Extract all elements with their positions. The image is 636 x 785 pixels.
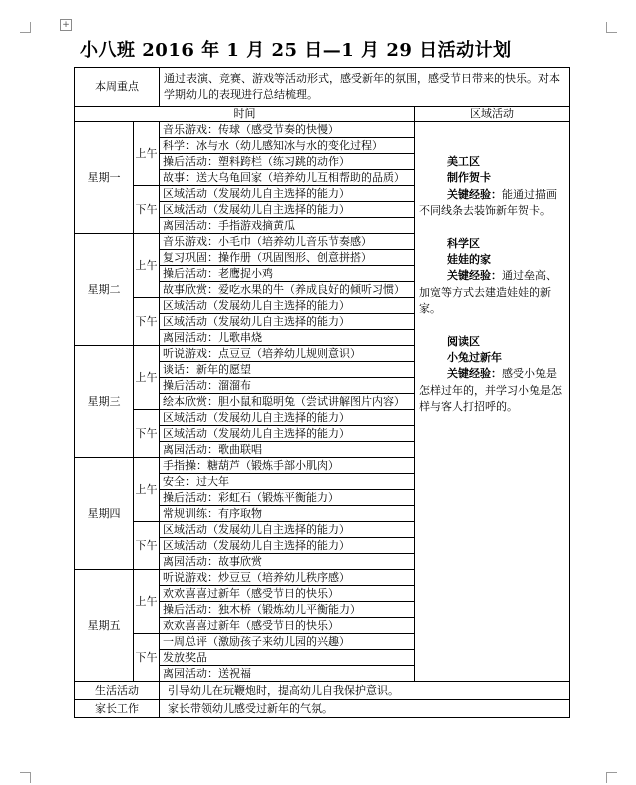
- science-area-name: 科学区: [447, 236, 480, 250]
- activity-cell: 区域活动（发展幼儿自主选择的能力）: [160, 298, 415, 314]
- activity-cell: 谈话：新年的愿望: [160, 362, 415, 378]
- activity-cell: 离园活动：手指游戏摘黄瓜: [160, 218, 415, 234]
- parent-work-text: 家长带领幼儿感受过新年的气氛。: [160, 700, 570, 718]
- activity-cell: 安全：过大年: [160, 474, 415, 490]
- activity-cell: 区域活动（发展幼儿自主选择的能力）: [160, 186, 415, 202]
- activity-cell: 操后活动：塑料跨栏（练习跳的动作）: [160, 154, 415, 170]
- day-label: 星期五: [75, 570, 134, 682]
- day-label: 星期四: [75, 458, 134, 570]
- page-corner-mark-bottom-right: [606, 772, 617, 783]
- activity-cell: 区域活动（发展幼儿自主选择的能力）: [160, 314, 415, 330]
- activity-cell: 常规训练：有序取物: [160, 506, 415, 522]
- activity-cell: 区域活动（发展幼儿自主选择的能力）: [160, 522, 415, 538]
- activity-cell: 操后活动：独木桥（锻炼幼儿平衡能力）: [160, 602, 415, 618]
- activity-cell: 一周总评（激励孩子来幼儿园的兴趣）: [160, 634, 415, 650]
- day-label: 星期一: [75, 122, 134, 234]
- activity-cell: 科学：冰与水（幼儿感知冰与水的变化过程）: [160, 138, 415, 154]
- activity-cell: 听说游戏：点豆豆（培养幼儿规则意识）: [160, 346, 415, 362]
- activity-cell: 绘本欣赏：胆小鼠和聪明兔（尝试讲解图片内容）: [160, 394, 415, 410]
- activity-cell: 操后活动：老鹰捉小鸡: [160, 266, 415, 282]
- reading-key-experience: [419, 366, 565, 415]
- morning-label: 上午: [134, 458, 160, 522]
- region-activities-cell: [415, 122, 570, 682]
- activity-cell: 欢欢喜喜过新年（感受节日的快乐）: [160, 586, 415, 602]
- reading-key-text: 感受小兔是怎样过年的，并学习小兔是怎样与客人打招呼的。: [419, 367, 562, 414]
- activity-cell: 离园活动：故事欣赏: [160, 554, 415, 570]
- activity-cell: 音乐游戏：传球（感受节奏的快慢）: [160, 122, 415, 138]
- life-activity-row: [75, 682, 570, 700]
- activity-cell: 复习巩固：操作册（巩固图形、创意拼搭）: [160, 250, 415, 266]
- focus-text: 通过表演、竞赛、游戏等活动形式，感受新年的氛围，感受节日带来的快乐。对本学期幼儿的表现进行总结梳理。: [160, 68, 570, 107]
- activity-cell: 故事：送大乌龟回家（培养幼儿互相帮助的品质）: [160, 170, 415, 186]
- science-key-experience: [419, 268, 565, 317]
- activity-cell: 发放奖品: [160, 650, 415, 666]
- afternoon-label: 下午: [134, 298, 160, 346]
- page-corner-mark-top-left: [20, 22, 31, 33]
- art-key-text: 能通过描画不同线条去装饰新年贺卡。: [419, 187, 557, 218]
- reading-key-label: 关键经验：: [447, 367, 502, 381]
- spacer: [419, 318, 565, 334]
- table-move-handle-icon[interactable]: +: [60, 19, 72, 31]
- parent-work-row: [75, 700, 570, 718]
- science-activity-title: 娃娃的家: [447, 253, 491, 267]
- region-header: 区域活动: [415, 107, 570, 122]
- afternoon-label: 下午: [134, 522, 160, 570]
- science-key-text: 通过垒高、加宽等方式去建造娃娃的新家。: [419, 269, 557, 316]
- activity-plan-table: [74, 67, 570, 718]
- activity-cell: 区域活动（发展幼儿自主选择的能力）: [160, 410, 415, 426]
- page-corner-mark-bottom-left: [20, 772, 31, 783]
- morning-label: 上午: [134, 346, 160, 410]
- focus-label: 本周重点: [75, 68, 160, 107]
- day-label: 星期二: [75, 234, 134, 346]
- activity-cell: 离园活动：歌曲联唱: [160, 442, 415, 458]
- document-title: 小八班 2016 年 1 月 25 日—1 月 29 日活动计划: [80, 40, 512, 61]
- activity-cell: 离园活动：送祝福: [160, 666, 415, 682]
- art-key-label: 关键经验：: [447, 187, 502, 201]
- activity-cell: 音乐游戏：小毛巾（培养幼儿音乐节奏感）: [160, 234, 415, 250]
- activity-cell: 区域活动（发展幼儿自主选择的能力）: [160, 202, 415, 218]
- morning-label: 上午: [134, 122, 160, 186]
- day-label: 星期三: [75, 346, 134, 458]
- activity-row: [75, 122, 570, 138]
- morning-label: 上午: [134, 570, 160, 634]
- activity-cell: 听说游戏：炒豆豆（培养幼儿秩序感）: [160, 570, 415, 586]
- activity-cell: 离园活动：儿歌串烧: [160, 330, 415, 346]
- reading-area-name: 阅读区: [447, 334, 480, 348]
- header-row: [75, 107, 570, 122]
- afternoon-label: 下午: [134, 410, 160, 458]
- focus-row: [75, 68, 570, 107]
- art-activity-title: 制作贺卡: [447, 171, 491, 185]
- activity-cell: 故事欣赏：爱吃水果的牛（养成良好的倾听习惯）: [160, 282, 415, 298]
- art-key-experience: [419, 187, 565, 220]
- morning-label: 上午: [134, 234, 160, 298]
- activity-cell: 区域活动（发展幼儿自主选择的能力）: [160, 538, 415, 554]
- art-area-name: 美工区: [447, 155, 480, 168]
- time-header: 时间: [75, 107, 415, 122]
- activity-cell: 手指操：糖葫芦（锻炼手部小肌肉）: [160, 458, 415, 474]
- parent-work-label: 家长工作: [75, 700, 160, 718]
- activity-cell: 欢欢喜喜过新年（感受节日的快乐）: [160, 618, 415, 634]
- afternoon-label: 下午: [134, 634, 160, 682]
- afternoon-label: 下午: [134, 186, 160, 234]
- life-activity-label: 生活活动: [75, 682, 160, 700]
- science-key-label: 关键经验：: [447, 269, 502, 283]
- reading-activity-title: 小兔过新年: [447, 351, 502, 365]
- life-activity-text: 引导幼儿在玩鞭炮时，提高幼儿自我保护意识。: [160, 682, 570, 700]
- activity-cell: 区域活动（发展幼儿自主选择的能力）: [160, 426, 415, 442]
- activity-cell: 操后活动：溜溜布: [160, 378, 415, 394]
- activity-cell: 操后活动：彩虹石（锻炼平衡能力）: [160, 490, 415, 506]
- spacer: [419, 220, 565, 236]
- page-corner-mark-top-right: [606, 22, 617, 33]
